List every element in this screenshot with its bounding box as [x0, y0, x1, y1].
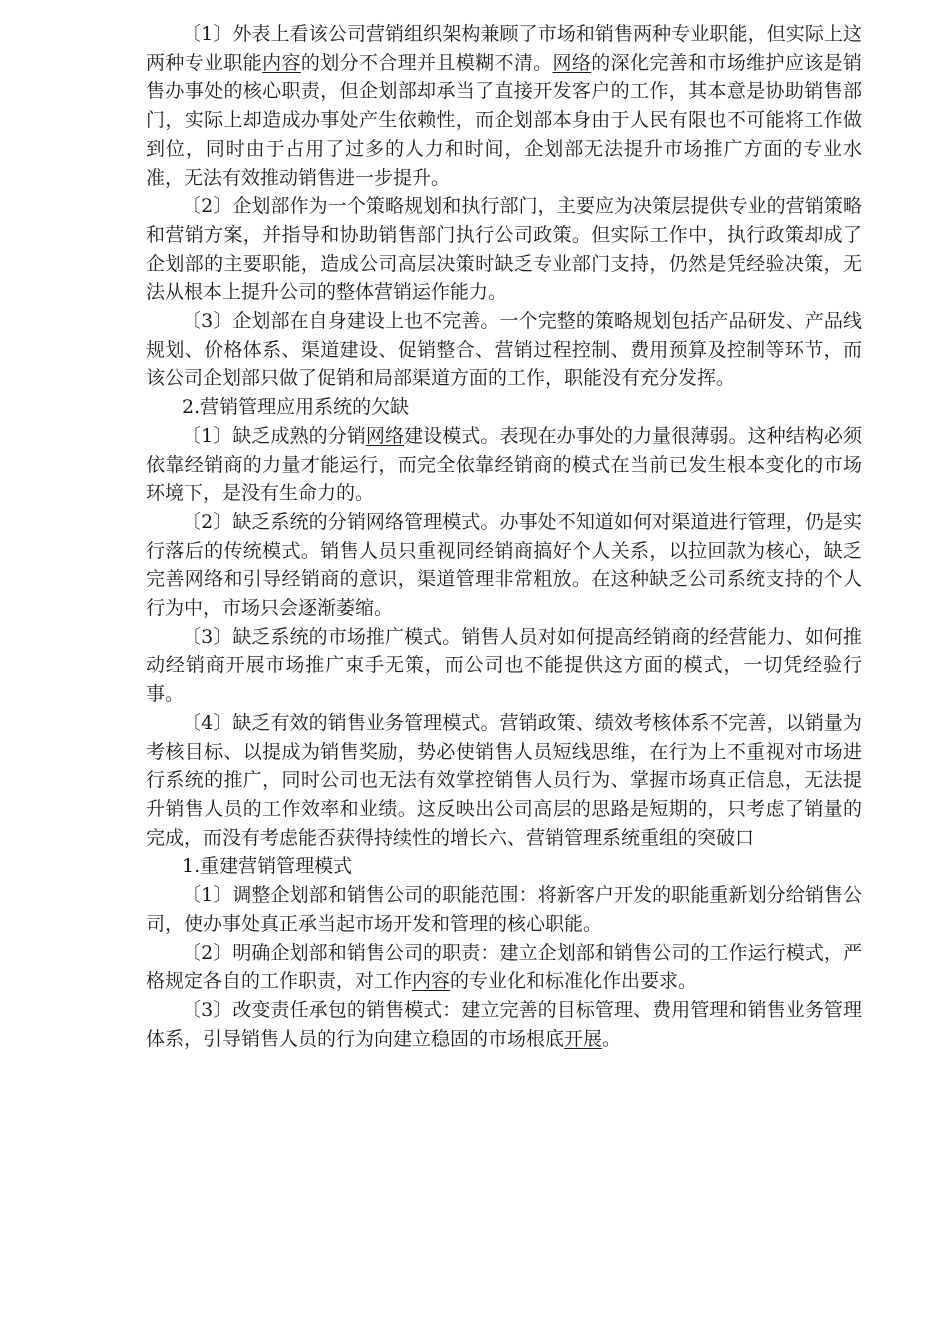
paragraph: [146, 508, 862, 623]
paragraph: [146, 623, 862, 709]
paragraph: [146, 852, 862, 881]
text-run: 〔3〕缺乏系统的市场推广模式。销售人员对如何提高经销商的经营能力、如何推动经销商开展市场推广束手无策，而公司也不能提供这方面的模式，一切凭经验行事。: [146, 625, 862, 706]
paragraph: [146, 996, 862, 1053]
text-run: 〔3〕企划部在自身建设上也不完善。一个完整的策略规划包括产品研发、产品线规划、价格体系、渠道建设、促销整合、营销过程控制、费用预算及控制等环节，而该公司企划部只做了促销和局部渠道方面的工作，职能没有充分发挥。: [146, 310, 862, 390]
text-run: 的划分不合理并且模糊不清。: [300, 51, 553, 74]
text-run: 建设模式。表现在办事处的力量很薄弱。这种结构必须依靠经销商的力量才能运行，而完全依靠经销商的模式在当前已发生根本变化的市场环境下，是没有生命力的。: [146, 424, 862, 505]
paragraph: [146, 192, 862, 307]
text-run: 〔1〕调整企划部和销售公司的职能范围：将新客户开发的职能重新划分给销售公司，使办事处真正承当起市场开发和管理的核心职能。: [146, 884, 862, 935]
paragraph: [146, 307, 862, 393]
text-run: 〔1〕缺乏成熟的分销: [182, 424, 366, 447]
text-run: 〔2〕明确企划部和销售公司的职责：建立企划部和销售公司的工作运行模式，严格规定各自的工作职责，对工作: [146, 941, 862, 993]
text-run: 〔4〕缺乏有效的销售业务管理模式。营销政策、绩效考核体系不完善，以销量为考核目标、以提成为销售奖励，势必使销售人员短线思维，在行为上不重视对市场进行系统的推广，同时公司也无法有效掌控销售人员行为、掌握市场真正信息，无法提升销售人员的工作效率和业绩。这反映出公司高层的思路是短期的，只考虑了销量的完成，而没有考虑能否获得持续性的增长六、营销管理系统重组的突破口: [146, 711, 862, 849]
text-run: 。: [602, 1027, 622, 1050]
paragraph: [146, 422, 862, 508]
text-run: 〔1〕外表上看该公司营销组织架构兼顾了市场和销售两种专业职能，但实际上这两种专业职能: [146, 23, 862, 74]
paragraph: [146, 393, 862, 422]
paragraph: [146, 20, 862, 192]
document-body: [146, 20, 862, 1053]
text-run: 〔2〕缺乏系统的分销网络管理模式。办事处不知道如何对渠道进行管理，仍是实行落后的传统模式。销售人员只重视同经销商搞好个人关系，以拉回款为核心，缺乏完善网络和引导经销商的意识，渠道管理非常粗放。在这种缺乏公司系统支持的个人行为中，市场只会逐渐萎缩。: [146, 510, 862, 620]
underlined-term: 内容: [262, 51, 301, 74]
underlined-term: 网络: [365, 424, 405, 447]
underlined-term: 开展: [564, 1027, 603, 1050]
text-run: 的深化完善和市场维护应该是销售办事处的核心职责，但企划部却承当了直接开发客户的工作，其本意是协助销售部门，实际上却造成办事处产生依赖性，而企划部本身由于人民有限也不可能将工作做到位，同时由于占用了过多的人力和时间，企划部无法提升市场推广方面的专业水准，无法有效推动销售进一步提升。: [146, 51, 862, 189]
text-run: 〔3〕改变责任承包的销售模式：建立完善的目标管理、费用管理和销售业务管理体系，引导销售人员的行为向建立稳固的市场根底: [146, 998, 862, 1050]
underlined-term: 网络: [552, 51, 592, 74]
text-run: 2.营销管理应用系统的欠缺: [182, 396, 410, 419]
paragraph: [146, 939, 862, 996]
underlined-term: 内容: [412, 970, 451, 993]
text-run: 〔2〕企划部作为一个策略规划和执行部门，主要应为决策层提供专业的营销策略和营销方案，并指导和协助销售部门执行公司政策。但实际工作中，执行政策却成了企划部的主要职能，造成公司高层决策时缺乏专业部门支持，仍然是凭经验决策，无法从根本上提升公司的整体营销运作能力。: [146, 195, 862, 304]
paragraph: [146, 709, 862, 853]
paragraph: [146, 881, 862, 938]
text-run: 1.重建营销管理模式: [182, 855, 353, 878]
text-run: 的专业化和标准化作出要求。: [450, 970, 698, 993]
